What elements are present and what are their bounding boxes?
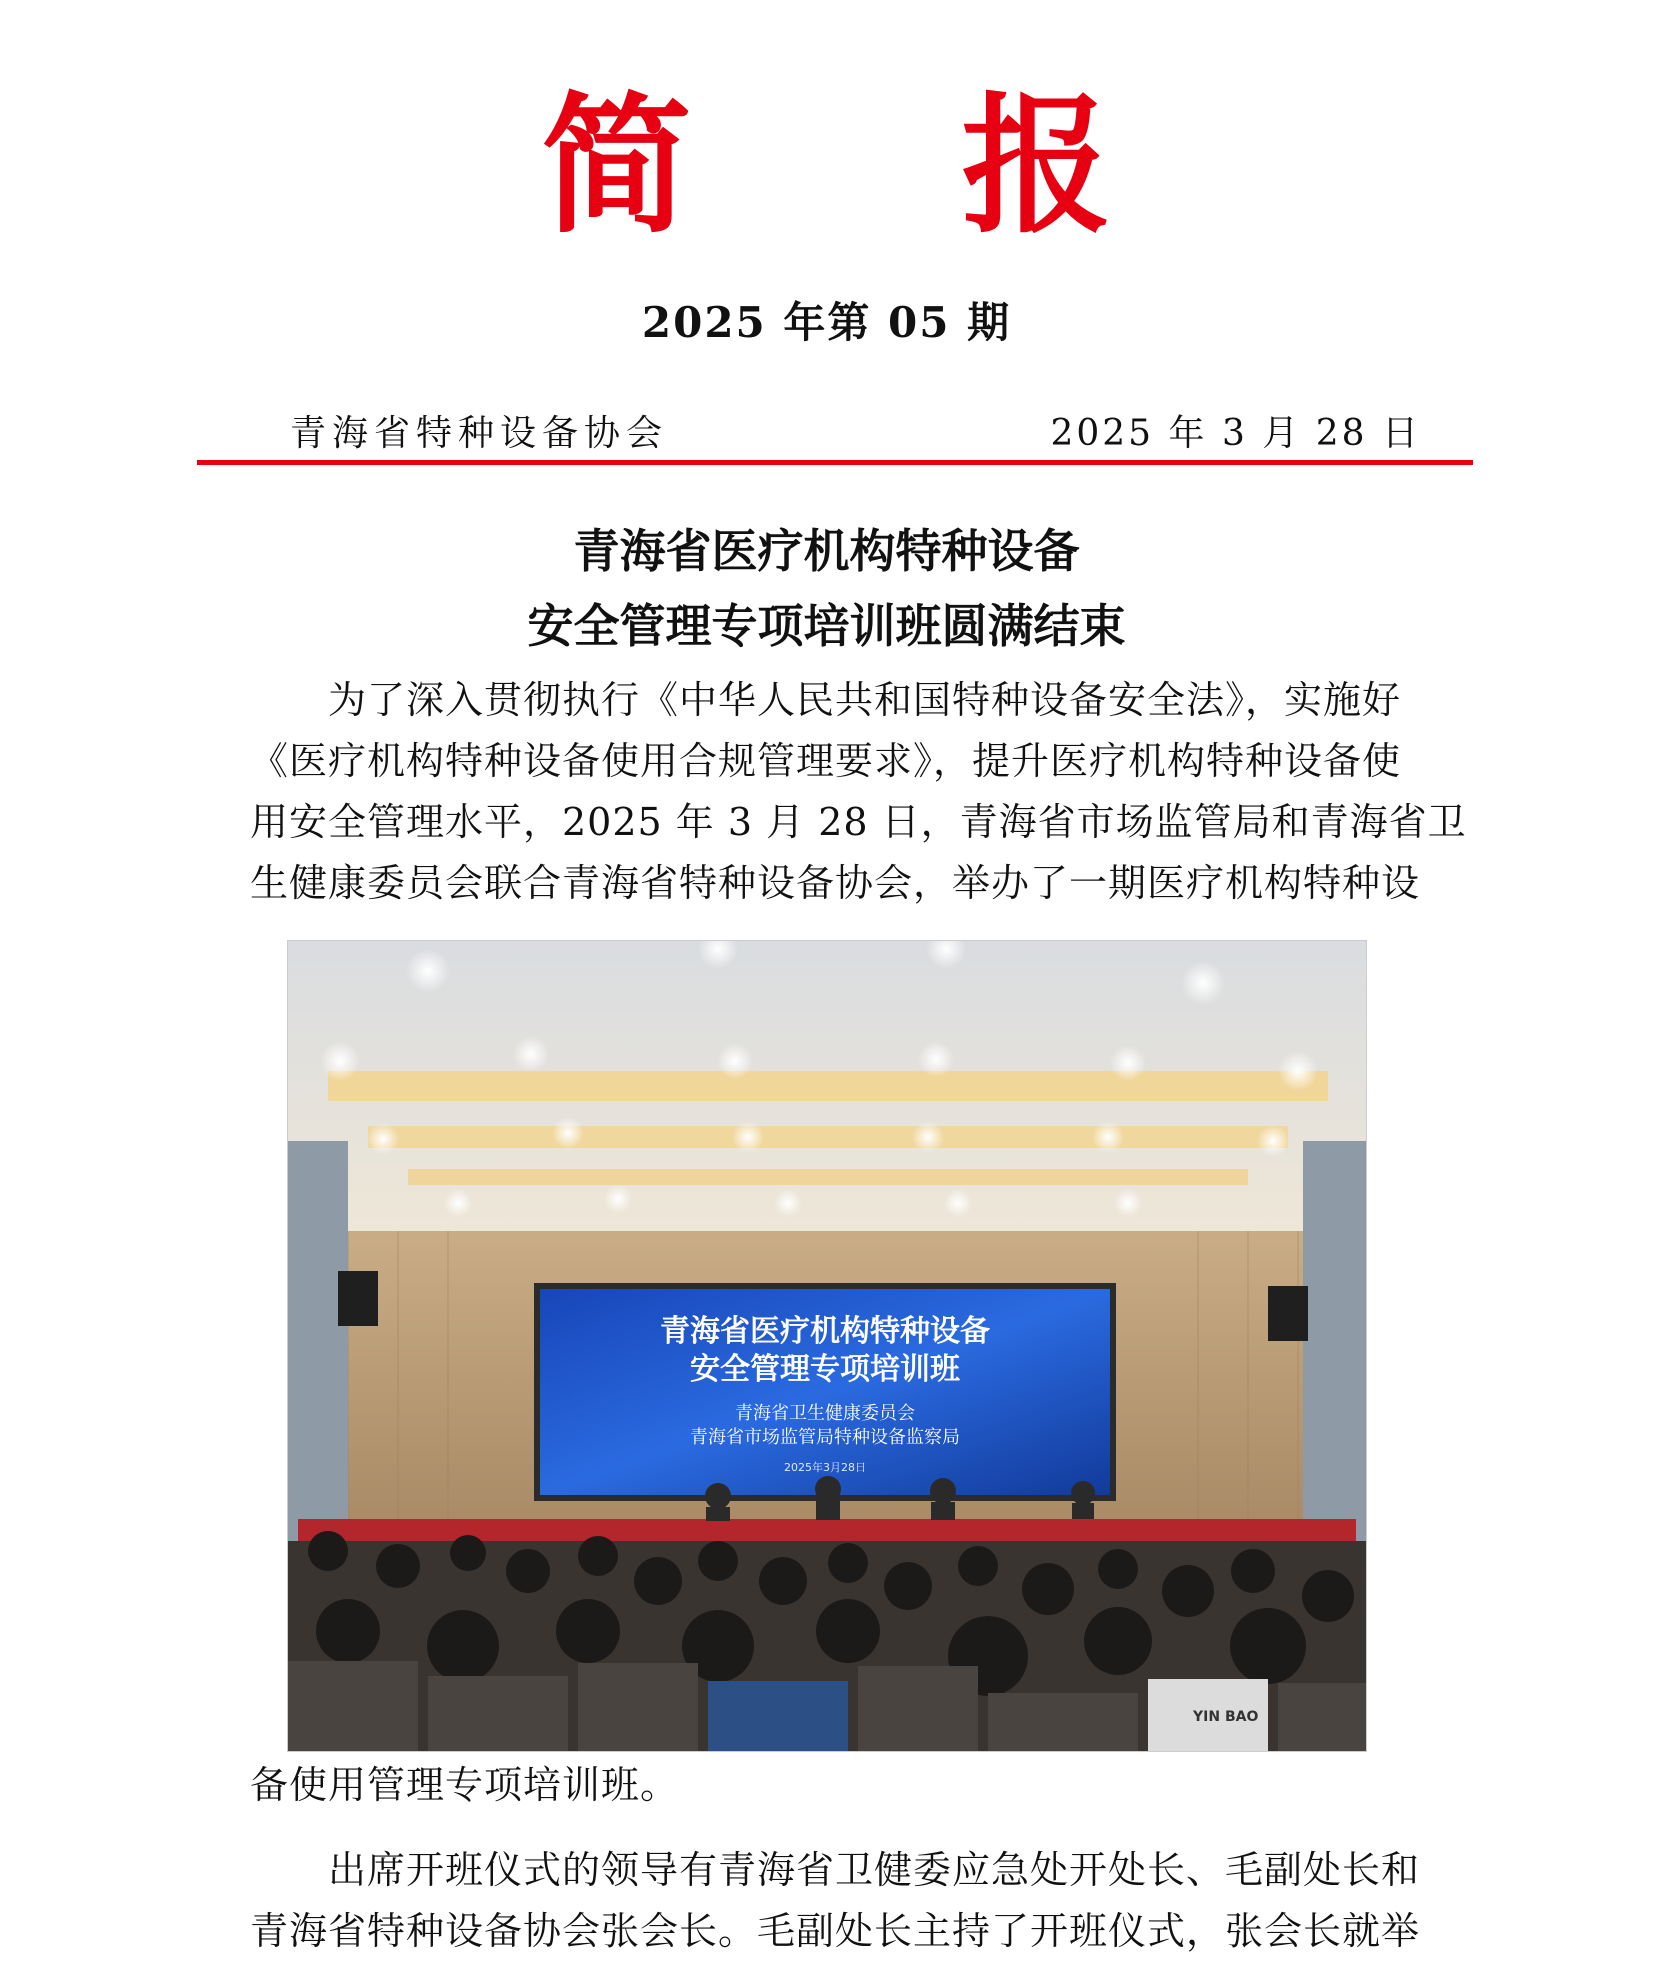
left-curtain bbox=[288, 1141, 348, 1541]
screen-org-1: 青海省卫生健康委员会 bbox=[735, 1403, 915, 1424]
body-paragraph-2 bbox=[250, 1840, 1421, 1962]
screen-date: 2025年3月28日 bbox=[784, 1461, 866, 1474]
text-line: 生健康委员会联合青海省特种设备协会，举办了一期医疗机构特种设 bbox=[250, 861, 1421, 905]
publish-date: 2025 年 3 月 28 日 bbox=[1050, 413, 1421, 454]
jacket-text: YIN BAO bbox=[1193, 1709, 1259, 1725]
text-line: 为了深入贯彻执行《中华人民共和国特种设备安全法》，实施好 bbox=[250, 678, 1402, 722]
masthead-char-2: 报 bbox=[961, 80, 1112, 254]
ceiling-beam bbox=[368, 1126, 1288, 1148]
header-divider bbox=[197, 460, 1473, 465]
body-paragraph-1 bbox=[250, 670, 1467, 914]
masthead bbox=[0, 82, 1653, 252]
screen-title-2: 安全管理专项培训班 bbox=[690, 1352, 960, 1387]
text-line: 青海省特种设备协会张会长。毛副处长主持了开班仪式，张会长就举 bbox=[250, 1909, 1421, 1953]
training-photo bbox=[287, 940, 1367, 1752]
ceiling-beam bbox=[328, 1071, 1328, 1101]
screen-org-2: 青海省市场监管局特种设备监察局 bbox=[690, 1427, 960, 1448]
issue-number: 2025 年第 05 期 bbox=[641, 298, 1012, 347]
body-paragraph-1-end bbox=[250, 1755, 1400, 1816]
masthead-char-1: 简 bbox=[541, 80, 692, 254]
right-speaker bbox=[1268, 1286, 1308, 1341]
text-line: 用安全管理水平，2025 年 3 月 28 日，青海省市场监管局和青海省卫 bbox=[250, 800, 1467, 844]
text-line: 《医疗机构特种设备使用合规管理要求》，提升医疗机构特种设备使 bbox=[250, 739, 1402, 783]
publisher: 青海省特种设备协会 bbox=[290, 413, 669, 454]
text-line: 备使用管理专项培训班。 bbox=[250, 1763, 680, 1807]
article-title-line-1: 青海省医疗机构特种设备 bbox=[573, 524, 1080, 578]
right-curtain bbox=[1303, 1141, 1366, 1541]
screen-title-1: 青海省医疗机构特种设备 bbox=[660, 1314, 990, 1349]
text-line: 出席开班仪式的领导有青海省卫健委应急处开处长、毛副处长和 bbox=[250, 1848, 1421, 1892]
article-title-line-2: 安全管理专项培训班圆满结束 bbox=[527, 599, 1126, 653]
ceiling-beam bbox=[408, 1169, 1248, 1185]
left-speaker bbox=[338, 1271, 378, 1326]
